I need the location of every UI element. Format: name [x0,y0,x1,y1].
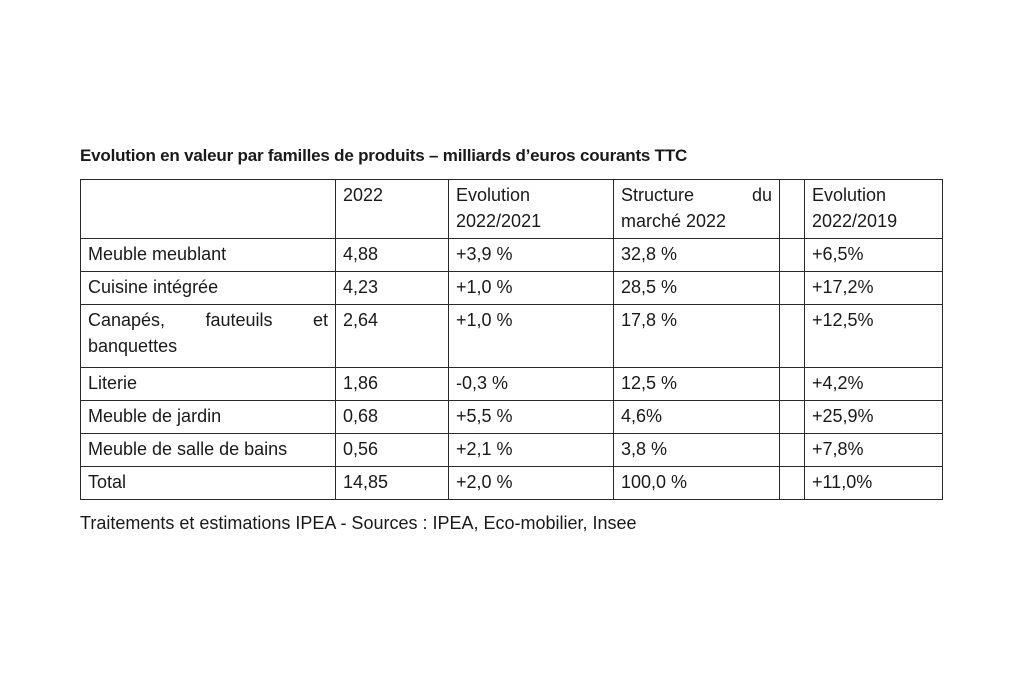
row-spacer [780,305,805,368]
row-value: 0,56 [336,434,449,467]
row-evolution: +2,1 % [449,434,614,467]
row-value: 2,64 [336,305,449,368]
row-evolution-2019: +11,0% [805,467,943,500]
row-value: 4,23 [336,272,449,305]
row-structure: 100,0 % [614,467,780,500]
table-row [81,467,943,500]
header-evolution-2021 [449,180,614,239]
row-structure: 17,8 % [614,305,780,368]
header-structure-line1 [621,182,772,208]
row-evolution-2019: +12,5% [805,305,943,368]
row-label: Literie [81,368,336,401]
table-row [81,272,943,305]
row-evolution: +1,0 % [449,272,614,305]
header-evolution-2021-line2: 2022/2021 [456,211,542,231]
source-footnote: Traitements et estimations IPEA - Sources : IPEA, Eco-mobilier, Insee [80,513,637,533]
table-row [81,401,943,434]
row-evolution-2019: +7,8% [805,434,943,467]
header-evolution-2021-line1: Evolution [456,185,531,205]
row-value: 1,86 [336,368,449,401]
row-spacer [780,401,805,434]
row-spacer [780,467,805,500]
row-label-word1: Canapés, [88,310,166,330]
row-spacer [780,272,805,305]
row-evolution-2019: +4,2% [805,368,943,401]
header-row [81,180,943,239]
row-value: 14,85 [336,467,449,500]
header-year: 2022 [336,180,449,239]
header-spacer-cell [780,180,805,239]
table-title: Evolution en valeur par familles de produits – milliards d’euros courants TTC [80,146,688,165]
row-label-line2: banquettes [88,336,178,356]
table-row [81,239,943,272]
row-label: Meuble meublant [81,239,336,272]
row-evolution: +1,0 % [449,305,614,368]
header-empty-cell [81,180,336,239]
row-evolution: -0,3 % [449,368,614,401]
row-label-word2: fauteuils [205,310,273,330]
row-evolution: +5,5 % [449,401,614,434]
row-evolution-2019: +25,9% [805,401,943,434]
header-structure [614,180,780,239]
row-structure: 4,6% [614,401,780,434]
header-structure-word2: du [751,185,772,205]
row-label: Meuble de salle de bains [81,434,336,467]
row-value: 4,88 [336,239,449,272]
row-label-word3: et [312,310,328,330]
table-row [81,434,943,467]
row-label: Cuisine intégrée [81,272,336,305]
row-evolution-2019: +6,5% [805,239,943,272]
table-row [81,368,943,401]
row-label-line1 [88,307,328,333]
row-label [81,305,336,368]
row-spacer [780,239,805,272]
row-evolution: +3,9 % [449,239,614,272]
header-structure-line2: marché 2022 [621,211,727,231]
row-spacer [780,368,805,401]
row-spacer [780,434,805,467]
header-evolution-2019-line1: Evolution [812,185,887,205]
row-structure: 3,8 % [614,434,780,467]
row-evolution: +2,0 % [449,467,614,500]
row-value: 0,68 [336,401,449,434]
row-evolution-2019: +17,2% [805,272,943,305]
header-evolution-2019 [805,180,943,239]
header-structure-word1: Structure [621,185,695,205]
row-structure: 28,5 % [614,272,780,305]
header-evolution-2019-line2: 2022/2019 [812,211,898,231]
row-structure: 32,8 % [614,239,780,272]
row-label: Total [81,467,336,500]
row-structure: 12,5 % [614,368,780,401]
data-table [80,179,943,500]
table-row [81,305,943,368]
row-label: Meuble de jardin [81,401,336,434]
